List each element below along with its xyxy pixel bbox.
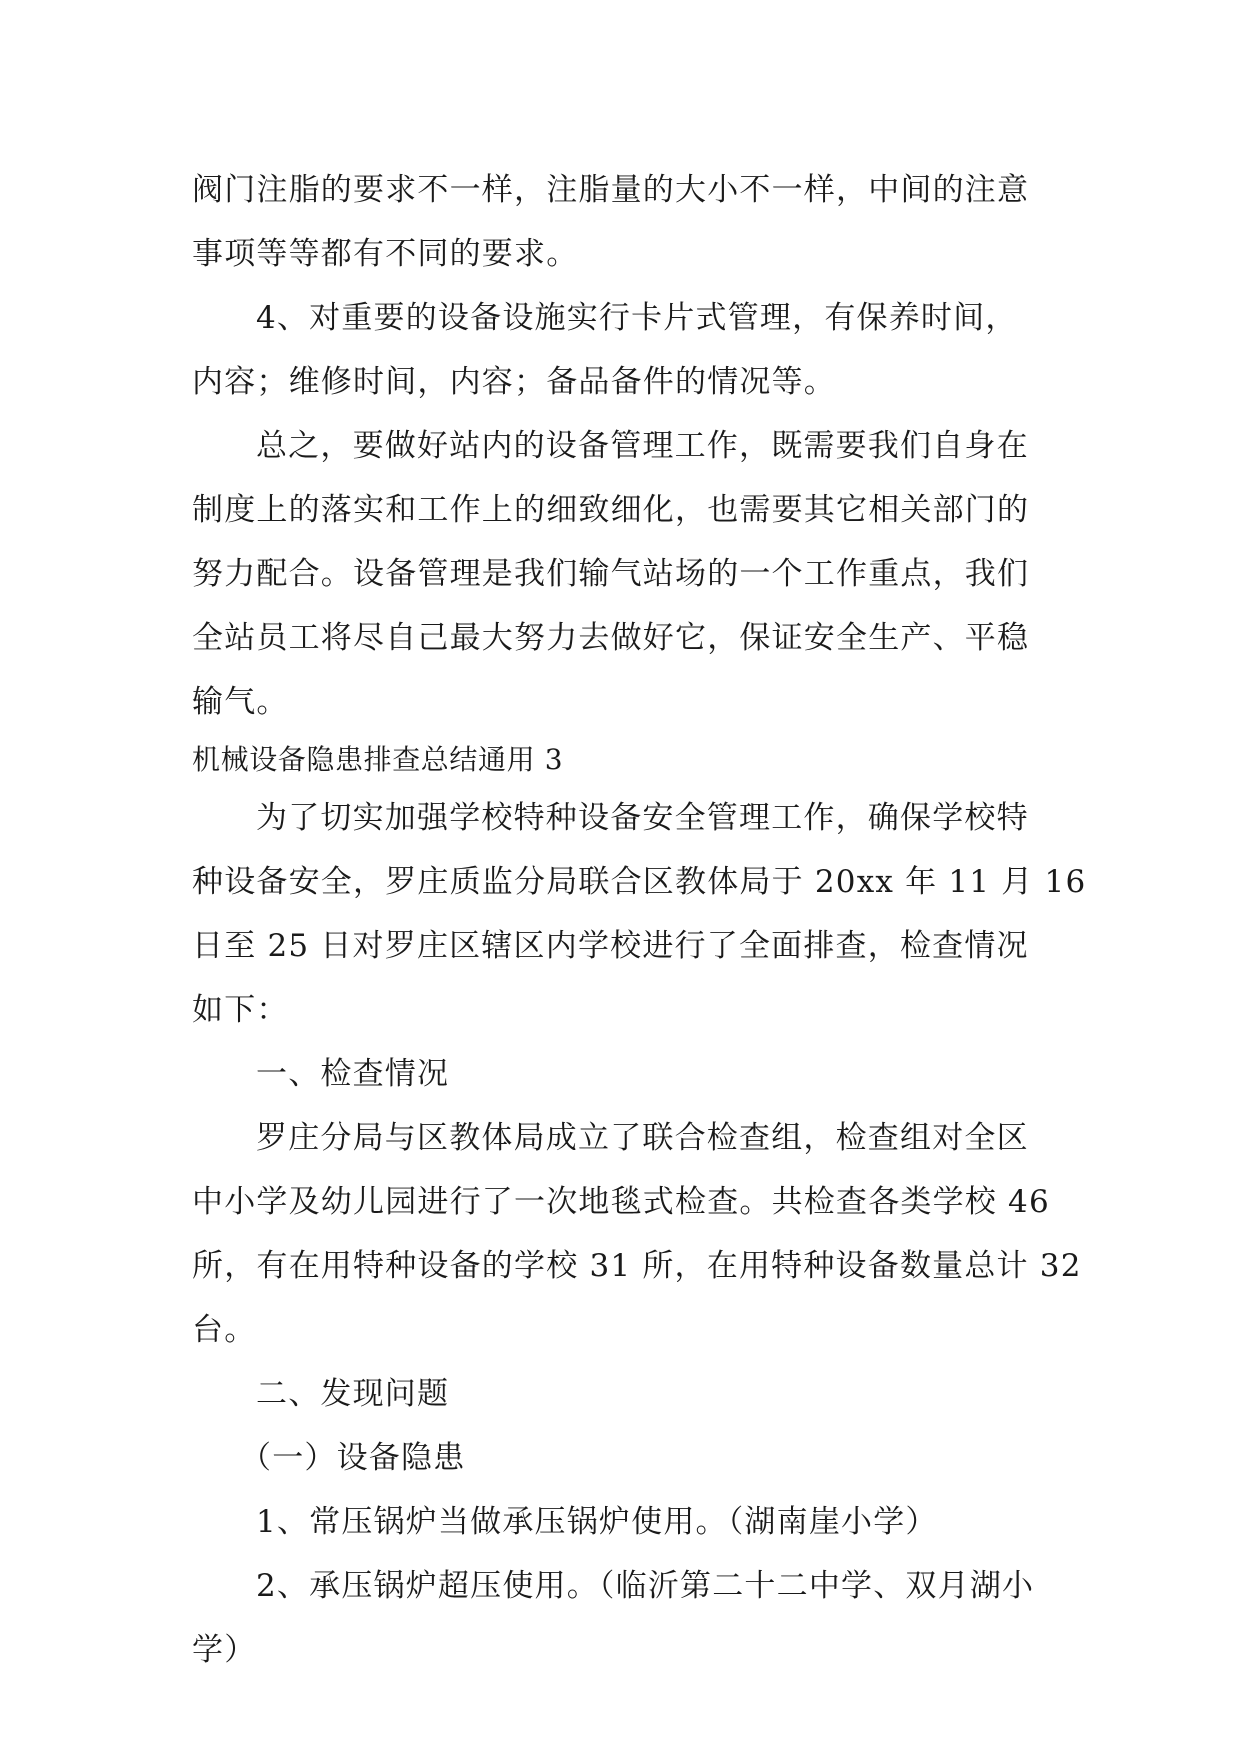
section-heading: 机械设备隐患排查总结通用 3 (192, 743, 564, 776)
text-line: 罗庄分局与区教体局成立了联合检查组，检查组对全区 (256, 1120, 1029, 1156)
subsection-heading: （一）设备隐患 (240, 1440, 466, 1476)
list-item: 2、承压锅炉超压使用。（临沂第二十二中学、双月湖小 (256, 1568, 1035, 1604)
text-line: 全站员工将尽自己最大努力去做好它，保证安全生产、平稳 (192, 620, 1030, 656)
text-line: 种设备安全，罗庄质监分局联合区教体局于 20xx 年 11 月 16 (192, 864, 1087, 900)
text-line: 内容；维修时间，内容；备品备件的情况等。 (192, 364, 836, 400)
text-line: 中小学及幼儿园进行了一次地毯式检查。共检查各类学校 46 (192, 1184, 1050, 1220)
text-line: 制度上的落实和工作上的细致细化，也需要其它相关部门的 (192, 492, 1030, 528)
text-line: 努力配合。设备管理是我们输气站场的一个工作重点，我们 (192, 556, 1030, 592)
text-line: 所，有在用特种设备的学校 31 所，在用特种设备数量总计 32 (192, 1248, 1082, 1284)
subsection-heading: 一、检查情况 (256, 1056, 450, 1092)
text-line: 学） (192, 1632, 257, 1668)
text-line: 如下： (192, 992, 289, 1028)
list-item: 1、常压锅炉当做承压锅炉使用。（湖南崖小学） (256, 1504, 938, 1540)
text-line: 总之，要做好站内的设备管理工作，既需要我们自身在 (256, 428, 1029, 464)
text-line: 台。 (192, 1312, 257, 1348)
document-page (192, 158, 1087, 1682)
text-line: 事项等等都有不同的要求。 (192, 236, 579, 272)
text-line: 4、对重要的设备设施实行卡片式管理，有保养时间， (256, 300, 1018, 336)
text-line: 输气。 (192, 684, 289, 720)
subsection-heading: 二、发现问题 (256, 1376, 450, 1412)
text-line: 为了切实加强学校特种设备安全管理工作，确保学校特 (256, 800, 1029, 836)
text-line: 阀门注脂的要求不一样，注脂量的大小不一样，中间的注意 (192, 172, 1030, 208)
text-line: 日至 25 日对罗庄区辖区内学校进行了全面排查，检查情况 (192, 928, 1029, 964)
